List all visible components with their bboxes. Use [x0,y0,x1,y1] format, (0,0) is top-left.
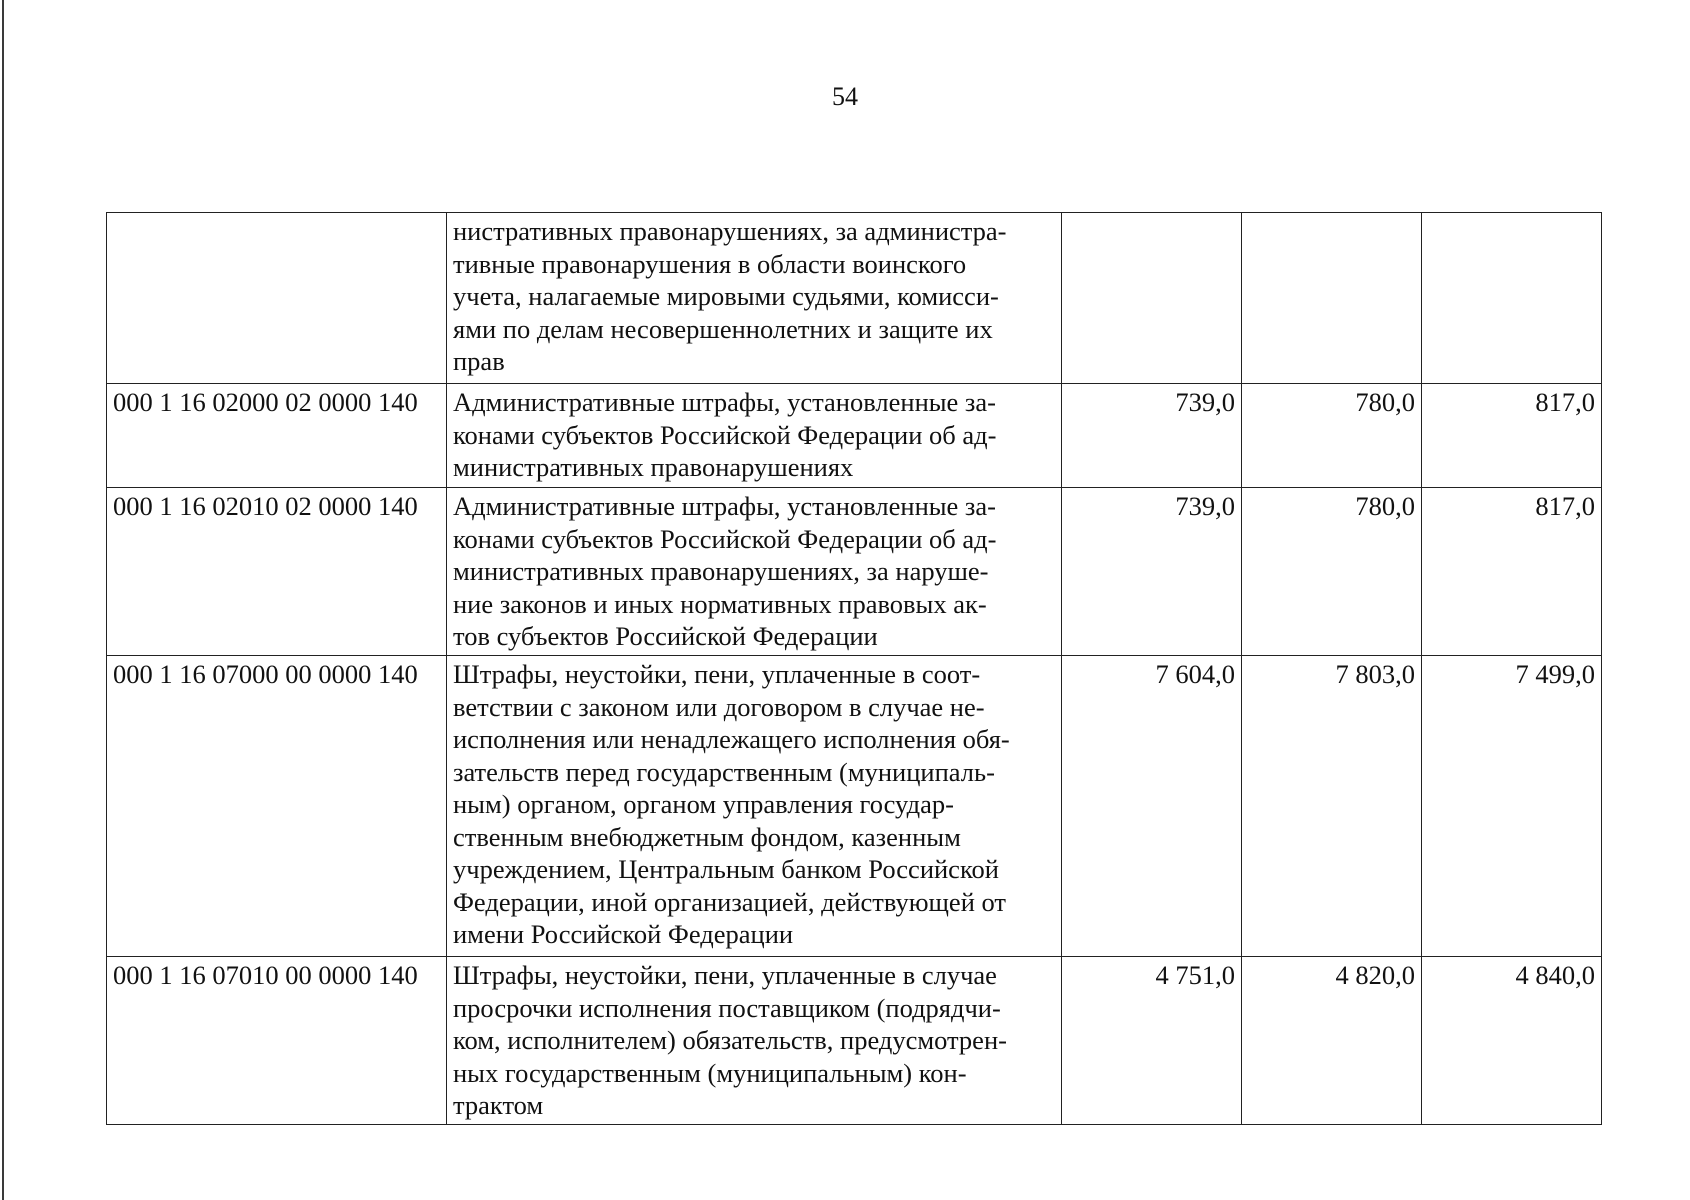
revenue-table [106,212,1602,1125]
revenue-name-cell: Административные штрафы, установленные за- конами субъектов Российской Федерации об ад- министративных правонарушениях, за наруше- ние законов и иных нормативных правовых ак- тов субъектов Российской Федерации [447,488,1062,656]
budget-code-cell: 000 1 16 07010 00 0000 140 [107,957,447,1125]
value-cell-year-3: 817,0 [1422,488,1602,656]
value-cell-year-1: 739,0 [1062,488,1242,656]
value-cell-year-1: 4 751,0 [1062,957,1242,1125]
value-cell-year-2: 4 820,0 [1242,957,1422,1125]
table-row [107,488,1602,656]
value-cell-year-2 [1242,213,1422,384]
budget-code-cell: 000 1 16 02000 02 0000 140 [107,384,447,488]
budget-code-cell [107,213,447,384]
table-row [107,957,1602,1125]
revenue-name-cell: Штрафы, неустойки, пени, уплаченные в случае просрочки исполнения поставщиком (подрядчи- ком, исполнителем) обязательств, предусмотрен- ных государственным (муниципальным) кон- трактом [447,957,1062,1125]
value-cell-year-2: 780,0 [1242,488,1422,656]
value-cell-year-3 [1422,213,1602,384]
value-cell-year-1 [1062,213,1242,384]
revenue-name-cell: нистративных правонарушениях, за администра- тивные правонарушения в области воинского учета, налагаемые мировыми судьями, комисси- ями по делам несовершеннолетних и защите их прав [447,213,1062,384]
value-cell-year-1: 7 604,0 [1062,656,1242,957]
value-cell-year-2: 7 803,0 [1242,656,1422,957]
table-row [107,213,1602,384]
budget-code-cell: 000 1 16 02010 02 0000 140 [107,488,447,656]
value-cell-year-2: 780,0 [1242,384,1422,488]
table-row [107,384,1602,488]
value-cell-year-1: 739,0 [1062,384,1242,488]
page-number: 54 [832,82,858,111]
revenue-name-cell: Штрафы, неустойки, пени, уплаченные в соот- ветствии с законом или договором в случае не- исполнения или ненадлежащего исполнения обя- зательств перед государственным (муниципаль- ным) органом, органом управления государ- ственным внебюджетным фондом, казенным учреждением, Центральным банком Российской Федерации, иной организацией, действующей от имени Российской Федерации [447,656,1062,957]
value-cell-year-3: 817,0 [1422,384,1602,488]
revenue-name-cell: Административные штрафы, установленные за- конами субъектов Российской Федерации об ад- министративных правонарушениях [447,384,1062,488]
table-row [107,656,1602,957]
budget-code-cell: 000 1 16 07000 00 0000 140 [107,656,447,957]
value-cell-year-3: 4 840,0 [1422,957,1602,1125]
value-cell-year-3: 7 499,0 [1422,656,1602,957]
page-left-edge-line [2,0,4,1200]
